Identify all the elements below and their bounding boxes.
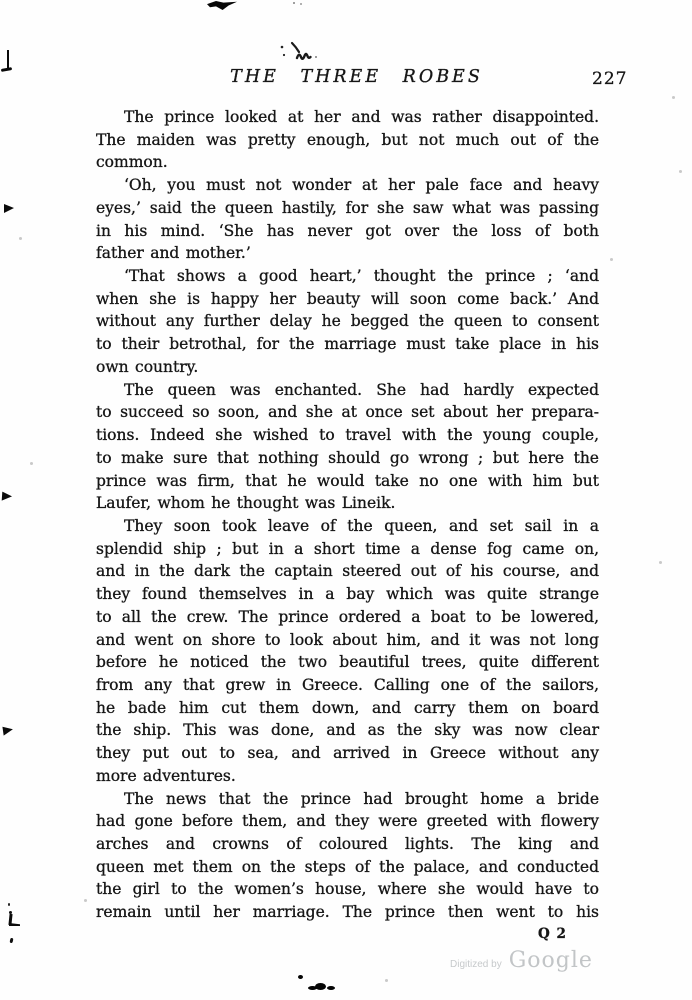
faint-speck-icon: [84, 899, 87, 902]
faint-speck-icon: [19, 237, 22, 240]
paragraph: [96, 174, 599, 265]
ink-blob-top-icon: [207, 1, 237, 10]
margin-bar-icon: [7, 50, 9, 68]
text-line: he bade him cut them down, and carry them on board: [96, 698, 599, 717]
watermark: [450, 948, 593, 973]
text-line: and in the dark the captain steered out of his course, and: [96, 562, 599, 581]
text-line: common.: [96, 153, 168, 172]
text-line: prince was firm, that he would take no one with him but: [96, 471, 599, 490]
text-line: The news that the prince had brought home a bride: [124, 789, 599, 808]
paragraph: [96, 515, 599, 788]
text-line: eyes,’ said the queen hastily, for she saw what was passing: [96, 198, 599, 217]
text-line: had gone before them, and they were greeted with flowery: [96, 812, 599, 831]
text-line: from any that grew in Greece. Calling one of the sailors,: [96, 675, 599, 694]
text-line: tions. Indeed she wished to travel with the young couple,: [96, 426, 599, 445]
text-line: without any further delay he begged the queen to consent: [96, 312, 599, 331]
text-line: queen met them on the steps of the palace, and conducted: [96, 857, 599, 876]
margin-lmark-icon: [8, 903, 10, 906]
text-line: ‘Oh, you must not wonder at her pale face and heavy: [124, 176, 599, 195]
text-line: more adventures.: [96, 766, 236, 785]
google-logo: Google: [508, 948, 593, 973]
text-line: splendid ship ; but in a short time a dense fog came on,: [96, 539, 599, 558]
text-line: they put out to sea, and arrived in Greece without any: [96, 744, 599, 763]
text-line: arches and crowns of coloured lights. The king and: [96, 835, 599, 853]
margin-triangle-icon: [2, 725, 13, 735]
text-line: They soon took leave of the queen, and set sail in a: [124, 516, 599, 535]
ink-speck-icon: [300, 3, 302, 5]
margin-tick-icon: [10, 938, 14, 944]
text-line: to make sure that nothing should go wrong ; but here the: [96, 448, 599, 467]
page-number: 227: [592, 69, 628, 89]
text-line: when she is happy her beauty will soon come back.’ And: [96, 289, 599, 308]
text-line: to all the crew. The prince ordered a boat to be lowered,: [96, 607, 599, 626]
text-line: The maiden was pretty enough, but not much out of the: [96, 130, 599, 149]
text-line: The queen was enchanted. She had hardly expected: [124, 380, 599, 399]
faint-speck-icon: [659, 561, 662, 564]
margin-triangle-icon: [4, 204, 14, 213]
signature-mark: Q 2: [538, 926, 567, 942]
ink-blob-bottom-icon: [327, 986, 335, 990]
margin-lmark-icon: [9, 923, 20, 926]
text-block: [96, 106, 599, 924]
margin-triangle-icon: [2, 492, 13, 502]
page-title: THE THREE ROBES: [230, 67, 483, 87]
text-line: own country.: [96, 357, 199, 376]
text-line: ‘That shows a good heart,’ thought the prince ; ‘and: [124, 267, 599, 286]
text-line: and went on shore to look about him, and it was not long: [96, 630, 599, 649]
text-line: remain until her marriage. The prince then went to his: [96, 903, 599, 922]
paragraph: [96, 788, 599, 924]
margin-dash-icon: [1, 67, 12, 72]
text-line: to succeed so soon, and she at once set about her prepara-: [96, 403, 599, 422]
text-line: before he noticed the two beautiful trees, quite different: [96, 653, 599, 672]
paragraph: [96, 379, 599, 515]
text-line: they found themselves in a bay which was quite strange: [96, 585, 599, 604]
faint-speck-icon: [30, 462, 33, 465]
faint-speck-icon: [385, 979, 388, 982]
ink-scribble-icon: [278, 40, 320, 66]
text-line: father and mother.’: [96, 244, 251, 263]
faint-speck-icon: [679, 170, 682, 173]
running-head: [96, 67, 599, 91]
paragraph: [96, 265, 599, 379]
text-line: the girl to the women’s house, where she would have to: [96, 880, 599, 899]
text-line: to their betrothal, for the marriage must take place in his: [96, 335, 599, 354]
faint-speck-icon: [672, 96, 675, 99]
text-line: Laufer, whom he thought was Lineik.: [96, 494, 396, 513]
paragraph: [96, 106, 599, 174]
text-line: The prince looked at her and was rather disappointed.: [124, 108, 599, 126]
ink-blob-bottom-icon: [315, 983, 326, 990]
ink-speck-icon: [293, 2, 295, 4]
faint-speck-icon: [610, 258, 613, 261]
ink-blob-bottom-icon: [298, 975, 303, 979]
watermark-prefix-label: Digitized by: [450, 959, 502, 970]
text-line: the ship. This was done, and as the sky was now clear: [96, 721, 599, 740]
text-line: in his mind. ‘She has never got over the loss of both: [96, 221, 599, 240]
